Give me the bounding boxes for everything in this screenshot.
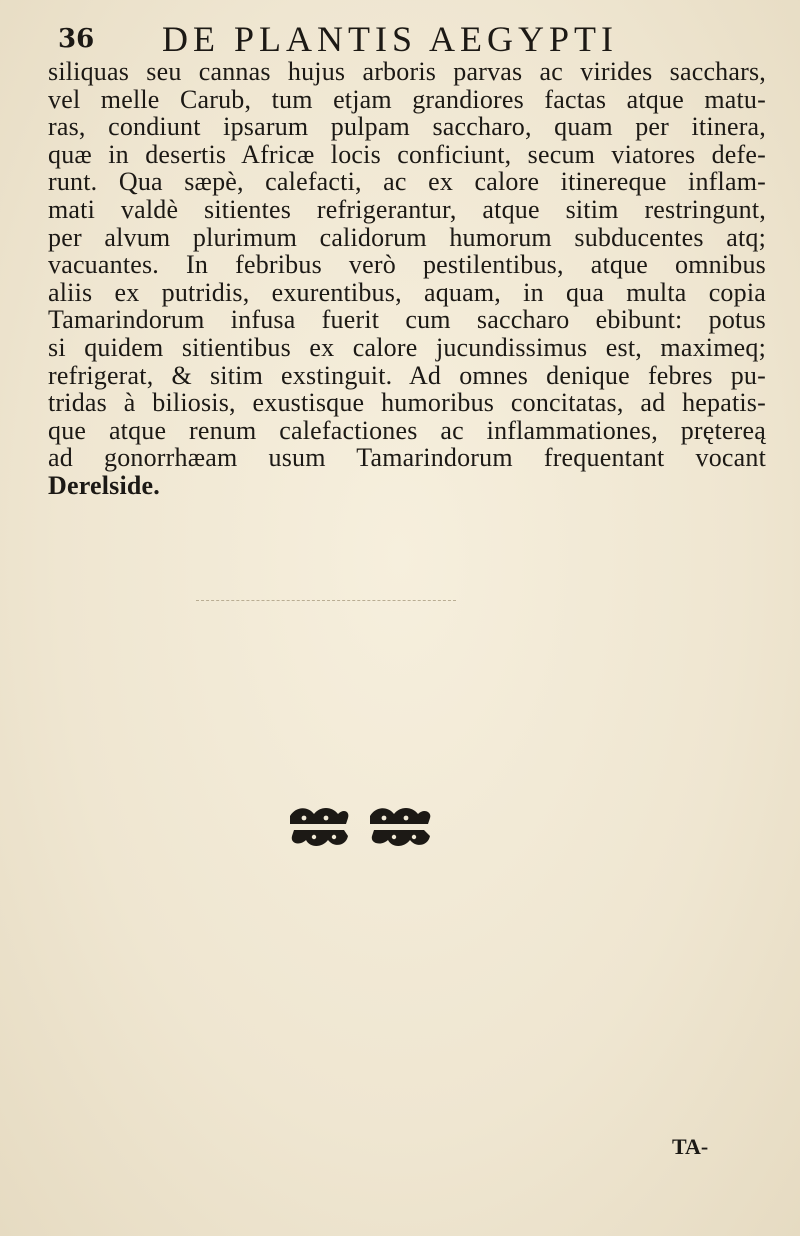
text-line: aliis ex putridis, exurentibus, aquam, in qua multa copia — [48, 277, 766, 307]
running-title: DE PLANTIS AEGYPTI — [162, 19, 618, 59]
text-line: ad gonorrhæam usum Tamarindorum frequentant vocant — [48, 443, 766, 473]
text-line: que atque renum calefactiones ac inflammationes, prętereą — [48, 415, 766, 445]
text-line: mati valdè sitientes refrigerantur, atque sitim restringunt, — [48, 194, 766, 224]
page-number: 36 — [58, 24, 95, 54]
text-line-last: Derelside. — [48, 470, 160, 500]
text-line: siliquas seu cannas hujus arboris parvas ac virides sacchars, — [48, 57, 766, 86]
text-line: ras, condiunt ipsarum pulpam saccharo, quam per itinera, — [48, 112, 766, 142]
catchword: TA- — [672, 1134, 709, 1159]
faint-rule — [196, 600, 456, 601]
text-line: refrigerat, & sitim exstinguit. Ad omnes denique febres pu- — [48, 360, 766, 390]
body-text — [48, 58, 766, 500]
printers-ornament-icon — [286, 804, 436, 858]
text-line: Tamarindorum infusa fuerit cum saccharo ebibunt: potus — [48, 305, 766, 335]
text-line: quæ in desertis Africæ locis conficiunt, secum viatores defe- — [48, 139, 766, 169]
text-line: runt. Qua sæpè, calefacti, ac ex calore itinereque inflam- — [48, 167, 766, 197]
text-line: vacuantes. In febribus verò pestilentibus, atque omnibus — [48, 250, 766, 280]
text-line: si quidem sitientibus ex calore jucundissimus est, maximeq; — [48, 332, 766, 362]
text-line: vel melle Carub, tum etjam grandiores factas atque matu- — [48, 84, 766, 114]
text-line: tridas à biliosis, exustisque humoribus concitatas, ad hepatis- — [48, 388, 766, 418]
text-line: per alvum plurimum calidorum humorum subducentes atq; — [48, 222, 766, 252]
